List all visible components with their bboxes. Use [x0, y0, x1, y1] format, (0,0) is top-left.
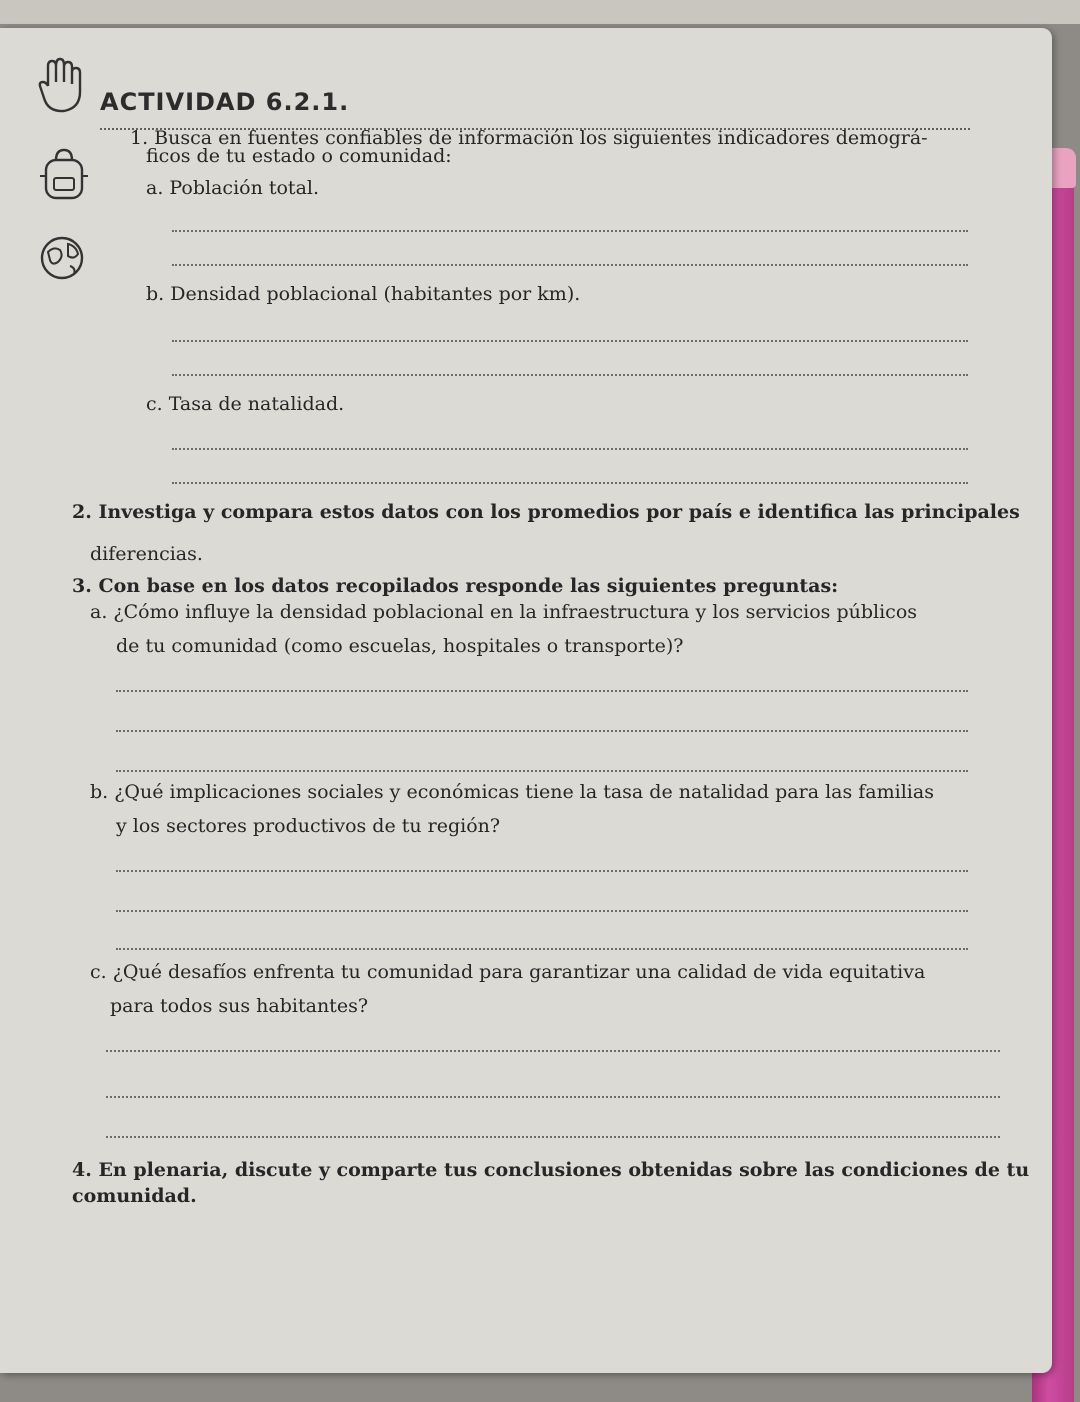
- q2-text-line2: diferencias.: [90, 543, 203, 565]
- worksheet-page: [0, 28, 1052, 1373]
- q3b-text-line2: y los sectores productivos de tu región?: [116, 815, 501, 837]
- answer-line[interactable]: [172, 448, 968, 450]
- answer-line[interactable]: [172, 340, 968, 342]
- q1c-label: c. Tasa de natalidad.: [146, 393, 345, 415]
- q3a-text-line2: de tu comunidad (como escuelas, hospitales o transporte)?: [116, 635, 684, 657]
- answer-line[interactable]: [116, 730, 968, 732]
- answer-line[interactable]: [172, 482, 968, 484]
- q2-text-line1: 2. Investiga y compara estos datos con los promedios por país e identifica las principales: [72, 501, 1020, 523]
- q3-text-line1: 3. Con base en los datos recopilados responde las siguientes preguntas:: [72, 575, 839, 597]
- q1a-label: a. Población total.: [146, 177, 320, 199]
- answer-line[interactable]: [116, 770, 968, 772]
- answer-line[interactable]: [106, 1050, 1000, 1052]
- q3c-text-line2: para todos sus habitantes?: [110, 995, 369, 1017]
- answer-line[interactable]: [116, 948, 968, 950]
- answer-line[interactable]: [172, 374, 968, 376]
- answer-line[interactable]: [172, 230, 968, 232]
- backpack-icon: [36, 146, 92, 202]
- q3c-text-line1: c. ¿Qué desafíos enfrenta tu comunidad para garantizar una calidad de vida equitativa: [90, 961, 926, 983]
- answer-line[interactable]: [106, 1136, 1000, 1138]
- q1-text-line2: ficos de tu estado o comunidad:: [146, 145, 452, 167]
- globe-icon: [36, 232, 92, 282]
- hand-icon: [34, 56, 86, 116]
- activity-title: ACTIVIDAD 6.2.1.: [100, 88, 350, 116]
- q4-text-line2: comunidad.: [72, 1185, 197, 1207]
- answer-line[interactable]: [172, 264, 968, 266]
- answer-line[interactable]: [106, 1096, 1000, 1098]
- q3a-text-line1: a. ¿Cómo influye la densidad poblacional en la infraestructura y los servicios públicos: [90, 601, 918, 623]
- q1b-label: b. Densidad poblacional (habitantes por km).: [146, 283, 581, 305]
- q3b-text-line1: b. ¿Qué implicaciones sociales y económicas tiene la tasa de natalidad para las familias: [90, 781, 934, 803]
- q1-text-line1: 1. Busca en fuentes confiables de información los siguientes indicadores demográ-: [130, 127, 928, 149]
- answer-line[interactable]: [116, 910, 968, 912]
- q4-text-line1: 4. En plenaria, discute y comparte tus conclusiones obtenidas sobre las condiciones de tu: [72, 1159, 1030, 1181]
- answer-line[interactable]: [116, 870, 968, 872]
- background-page-edge: [0, 0, 1080, 24]
- answer-line[interactable]: [116, 690, 968, 692]
